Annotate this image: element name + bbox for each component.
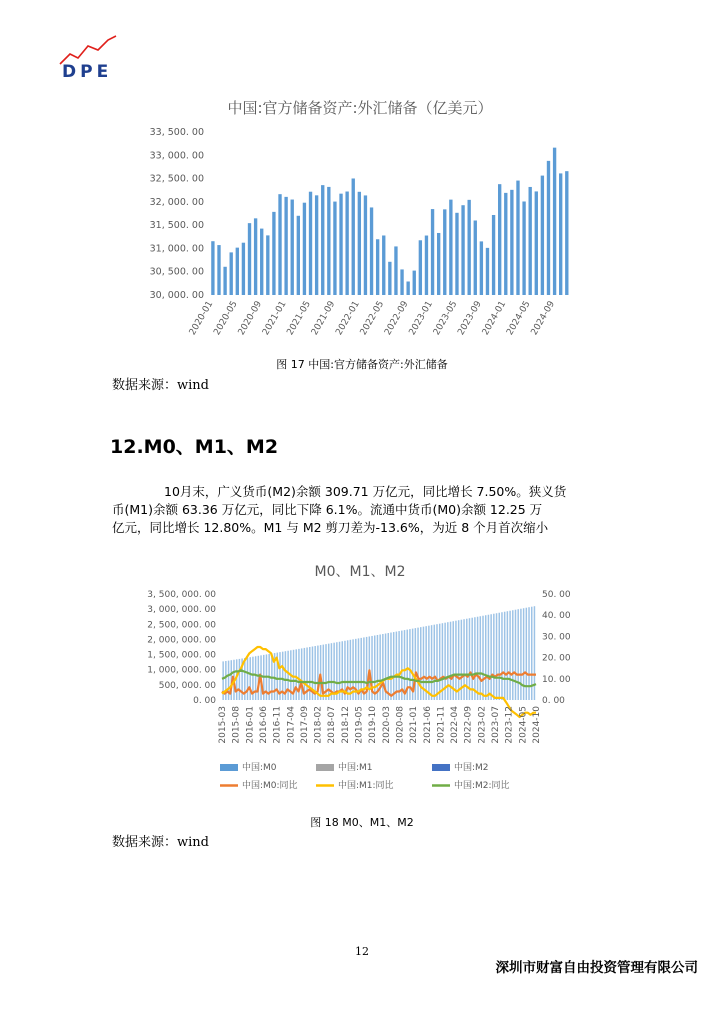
- chart2-legend-label: 中国:M2:同比: [454, 781, 510, 791]
- chart2-x-tick-label: 2017-09: [299, 706, 310, 744]
- figure-17-source: 数据来源：wind: [112, 378, 209, 393]
- chart2-m2-bar: [447, 622, 448, 700]
- chart1-bar: [492, 215, 495, 295]
- chart1-bar: [254, 218, 257, 295]
- chart2-m2-bar: [404, 630, 405, 700]
- chart1-y-tick-label: 30, 500. 00: [149, 266, 204, 278]
- paragraph-line-3: 亿元，同比增长 12.80%。M1 与 M2 剪刀差为-13.6%，为近 8 个月首次缩小: [112, 520, 549, 535]
- chart1-bar: [394, 246, 397, 295]
- chart1-x-tick-label: 2024-01: [480, 299, 509, 338]
- chart2-m2-bar: [504, 612, 505, 700]
- chart1-bar: [303, 203, 306, 295]
- chart2-m2-bar: [239, 659, 240, 700]
- fx-reserves-chart: [140, 120, 580, 350]
- chart2-m2-bar: [420, 627, 421, 700]
- chart1-title: 中国:官方储备资产:外汇储备（亿美元）: [227, 99, 493, 117]
- chart1-bar: [425, 236, 428, 295]
- paragraph-line-1: 10月末，广义货币(M2)余额 309.71 万亿元，同比增长 7.50%。狭义货: [164, 484, 567, 499]
- chart2-m2-bar: [417, 628, 418, 700]
- chart2-m2-bar: [425, 626, 426, 700]
- chart2-m2-bar: [398, 631, 399, 700]
- chart1-bar: [443, 209, 446, 295]
- chart1-bar: [236, 248, 239, 295]
- chart2-m2-bar: [482, 616, 483, 700]
- chart2-x-tick-label: 2023-07: [491, 706, 502, 744]
- chart1-bar: [327, 187, 330, 295]
- chart1-bar: [413, 271, 416, 295]
- chart2-x-tick-label: 2015-08: [231, 706, 242, 744]
- chart2-legend-swatch: [316, 764, 334, 771]
- chart1-bar: [529, 187, 532, 295]
- chart1-bar: [547, 161, 550, 295]
- chart2-m2-bar: [496, 613, 497, 700]
- chart1-y-tick-label: 33, 500. 00: [149, 127, 204, 138]
- chart2-x-tick-label: 2020-08: [395, 706, 406, 744]
- chart2-x-tick-label: 2019-05: [354, 706, 365, 744]
- chart2-x-tick-label: 2015-03: [218, 706, 228, 744]
- chart2-x-tick-label: 2024-05: [518, 706, 529, 744]
- chart2-legend-swatch: [220, 764, 238, 771]
- chart2-m2-bar: [520, 609, 521, 700]
- chart2-left-tick-label: 2, 500, 000. 00: [147, 620, 216, 631]
- chart2-right-tick-label: 50. 00: [542, 590, 571, 600]
- chart2-m2-bar: [247, 658, 248, 700]
- chart2-m2-bar: [477, 617, 478, 700]
- chart2-x-tick-label: 2021-06: [422, 706, 433, 744]
- chart1-bar: [223, 267, 226, 295]
- chart2-m2-bar: [396, 632, 397, 700]
- chart1-bar: [480, 241, 483, 295]
- chart2-legend-label: 中国:M1: [338, 763, 373, 773]
- chart2-m2-bar: [439, 624, 440, 700]
- chart2-m2-bar: [463, 619, 464, 700]
- chart1-bar: [339, 194, 342, 295]
- chart2-x-tick-label: 2022-04: [450, 706, 461, 744]
- chart1-bar: [321, 185, 324, 295]
- chart2-x-tick-label: 2018-12: [340, 706, 351, 744]
- chart1-bar: [291, 200, 294, 295]
- chart1-bar: [364, 195, 367, 295]
- chart2-left-tick-label: 1, 000, 000. 00: [147, 665, 216, 676]
- chart1-bar: [498, 184, 501, 295]
- chart1-bar: [211, 241, 214, 295]
- chart2-m2-bar: [509, 611, 510, 700]
- chart2-m2-bar: [309, 647, 310, 700]
- chart2-m2-bar: [515, 610, 516, 700]
- chart2-title: M0、M1、M2: [314, 564, 406, 580]
- chart2-left-axis: [147, 590, 216, 706]
- chart2-m2-bar: [333, 643, 334, 700]
- chart2-x-tick-label: 2022-09: [463, 706, 474, 744]
- chart2-m2-bar: [287, 651, 288, 700]
- chart2-m2-bar: [434, 625, 435, 700]
- chart2-m2-bar: [474, 617, 475, 700]
- chart1-x-tick-label: 2021-05: [285, 299, 313, 338]
- chart2-left-tick-label: 0. 00: [193, 696, 216, 706]
- chart1-bar: [565, 171, 568, 295]
- chart1-bar: [309, 192, 312, 295]
- chart1-x-tick-label: 2020-05: [212, 299, 240, 338]
- chart1-x-tick-label: 2022-01: [334, 299, 362, 338]
- chart1-bar: [248, 223, 251, 295]
- chart2-m2-bar: [499, 613, 500, 700]
- figure-18-caption: 图 18 M0、M1、M2: [310, 816, 414, 829]
- chart2-m2-bar: [428, 626, 429, 700]
- chart1-bar: [284, 197, 287, 295]
- chart2-right-axis: [542, 590, 571, 706]
- chart1-bar: [272, 212, 275, 295]
- logo-text: DPE: [62, 62, 113, 82]
- chart2-m2-bar: [328, 644, 329, 700]
- chart1-bar: [553, 148, 556, 295]
- chart2-x-tick-label: 2023-02: [477, 706, 488, 744]
- chart2-m2-bar: [363, 637, 364, 700]
- chart1-bar: [504, 193, 507, 295]
- chart1-bar: [358, 192, 361, 295]
- chart1-x-tick-label: 2021-09: [309, 299, 338, 338]
- chart1-bar: [449, 200, 452, 295]
- chart2-m2-bar: [255, 656, 256, 700]
- chart1-bar: [376, 239, 379, 295]
- chart2-right-tick-label: 0. 00: [542, 696, 565, 706]
- chart1-bar: [370, 207, 373, 295]
- chart1-bar: [559, 173, 562, 295]
- chart1-bar: [431, 209, 434, 295]
- chart1-bar: [437, 233, 440, 295]
- chart2-x-tick-label: 2024-10: [532, 706, 542, 744]
- chart2-m2-bar: [455, 621, 456, 700]
- chart1-bar: [522, 201, 525, 295]
- figure-18-source: 数据来源：wind: [112, 835, 209, 850]
- chart1-y-axis: [150, 127, 204, 301]
- chart1-y-tick-label: 31, 500. 00: [149, 220, 204, 232]
- chart2-m2-bar: [512, 610, 513, 700]
- chart1-x-tick-label: 2023-01: [407, 299, 436, 338]
- chart2-m2-bar: [301, 648, 302, 700]
- chart2-legend-label: 中国:M1:同比: [338, 781, 394, 791]
- chart2-m2-bar: [350, 640, 351, 700]
- chart1-x-tick-label: 2023-05: [431, 299, 460, 338]
- chart1-x-axis: [188, 299, 557, 337]
- chart2-legend-swatch: [432, 764, 450, 771]
- section-heading: 12.M0、M1、M2: [110, 436, 279, 458]
- chart2-m2-bar: [249, 657, 250, 700]
- chart1-x-tick-label: 2023-09: [456, 299, 484, 338]
- chart1-bar: [516, 181, 519, 295]
- chart2-left-tick-label: 3, 000, 000. 00: [147, 605, 216, 616]
- chart1-bar: [217, 245, 220, 295]
- chart2-left-tick-label: 3, 500, 000. 00: [147, 590, 216, 600]
- chart2-m2-bar: [374, 635, 375, 700]
- chart1-bar: [333, 202, 336, 295]
- chart2-m2-bar: [320, 645, 321, 700]
- chart1-bar: [455, 213, 458, 295]
- chart1-x-tick-label: 2020-09: [236, 299, 265, 338]
- chart1-y-tick-label: 33, 000. 00: [149, 150, 204, 162]
- chart1-bar: [315, 195, 318, 295]
- chart2-m2-bar: [295, 649, 296, 700]
- chart2-m2-bar: [436, 624, 437, 700]
- chart1-x-tick-label: 2024-05: [505, 299, 533, 338]
- chart2-x-tick-label: 2018-02: [313, 706, 324, 744]
- chart2-right-tick-label: 20. 00: [542, 653, 571, 664]
- chart2-x-tick-label: 2021-01: [409, 706, 420, 744]
- chart2-left-tick-label: 1, 500, 000. 00: [147, 650, 216, 661]
- chart2-m2-bar: [490, 614, 491, 700]
- chart1-bars: [211, 148, 568, 295]
- chart2-left-tick-label: 500, 000. 00: [158, 680, 216, 691]
- chart2-m2-bar: [415, 628, 416, 700]
- chart2-m2-bar: [488, 615, 489, 700]
- chart1-bar: [486, 248, 489, 295]
- chart1-bar: [297, 216, 300, 295]
- chart2-m2-bar: [393, 632, 394, 700]
- chart2-right-tick-label: 10. 00: [542, 674, 571, 685]
- chart1-y-tick-label: 30, 000. 00: [149, 290, 204, 301]
- page-number: 12: [355, 945, 369, 958]
- chart1-bar: [467, 200, 470, 295]
- chart2-legend: [220, 761, 510, 791]
- chart2-right-tick-label: 40. 00: [542, 611, 571, 622]
- chart1-x-tick-label: 2021-01: [261, 299, 289, 338]
- chart1-x-tick-label: 2020-01: [187, 299, 216, 338]
- chart2-m2-bar: [388, 633, 389, 700]
- chart1-bar: [535, 191, 538, 295]
- chart2-left-tick-label: 2, 000, 000. 00: [147, 635, 216, 646]
- chart1-bar: [541, 176, 544, 295]
- chart2-m2-bar: [507, 611, 508, 700]
- chart1-bar: [406, 281, 409, 295]
- chart1-bar: [388, 262, 391, 295]
- chart1-y-tick-label: 32, 500. 00: [149, 173, 204, 185]
- chart1-bar: [400, 269, 403, 295]
- chart1-bar: [345, 192, 348, 295]
- chart2-x-axis: [218, 706, 542, 744]
- chart1-bar: [510, 190, 513, 295]
- chart2-legend-label: 中国:M0:同比: [242, 781, 298, 791]
- chart1-bar: [419, 240, 422, 295]
- money-supply-chart: [140, 584, 600, 814]
- chart2-m2-bar: [382, 634, 383, 700]
- company-name: 深圳市财富自由投资管理有限公司: [495, 960, 698, 976]
- chart2-m2-bar: [390, 633, 391, 700]
- chart2-m2-bar: [431, 625, 432, 700]
- chart2-x-tick-label: 2020-03: [381, 706, 392, 744]
- chart1-y-tick-label: 32, 000. 00: [149, 196, 204, 208]
- chart1-x-tick-label: 2022-09: [383, 299, 411, 338]
- chart2-right-tick-label: 30. 00: [542, 632, 571, 643]
- logo-swoosh-line: [60, 36, 116, 64]
- chart2-m2-bar: [501, 612, 502, 700]
- chart1-bar: [266, 235, 269, 295]
- chart2-m2-bar: [485, 615, 486, 700]
- chart2-m2-bar: [493, 614, 494, 700]
- chart2-x-tick-label: 2021-11: [436, 706, 447, 744]
- chart2-m2-bar: [480, 616, 481, 700]
- chart2-m2-bar: [517, 609, 518, 700]
- chart2-legend-label: 中国:M0: [242, 763, 277, 773]
- chart2-legend-label: 中国:M2: [454, 763, 489, 773]
- figure-17-caption: 图 17 中国:官方储备资产:外汇储备: [276, 358, 448, 371]
- chart2-m2-bar: [458, 620, 459, 700]
- chart2-x-tick-label: 2023-12: [504, 706, 515, 744]
- chart1-x-tick-label: 2022-05: [358, 299, 387, 338]
- chart2-x-tick-label: 2016-11: [272, 706, 283, 744]
- chart1-bar: [260, 229, 263, 295]
- chart2-x-tick-label: 2019-10: [368, 706, 379, 744]
- chart1-y-tick-label: 31, 000. 00: [149, 243, 204, 255]
- chart2-m2-bar: [471, 618, 472, 700]
- chart2-x-tick-label: 2017-04: [286, 706, 297, 744]
- chart1-bar: [352, 178, 355, 295]
- chart1-bar: [230, 252, 233, 295]
- chart1-x-tick-label: 2024-09: [529, 299, 558, 338]
- chart1-bar: [474, 220, 477, 295]
- chart1-bar: [461, 205, 464, 295]
- chart1-bar: [242, 243, 245, 295]
- chart2-x-tick-label: 2016-06: [258, 706, 269, 744]
- paragraph-line-2: 币(M1)余额 63.36 万亿元，同比下降 6.1%。流通中货币(M0)余额 12.25 万: [112, 502, 543, 517]
- chart1-bar: [278, 194, 281, 295]
- chart2-x-tick-label: 2016-01: [245, 706, 256, 744]
- chart2-x-tick-label: 2018-07: [327, 706, 338, 744]
- chart1-bar: [382, 235, 385, 295]
